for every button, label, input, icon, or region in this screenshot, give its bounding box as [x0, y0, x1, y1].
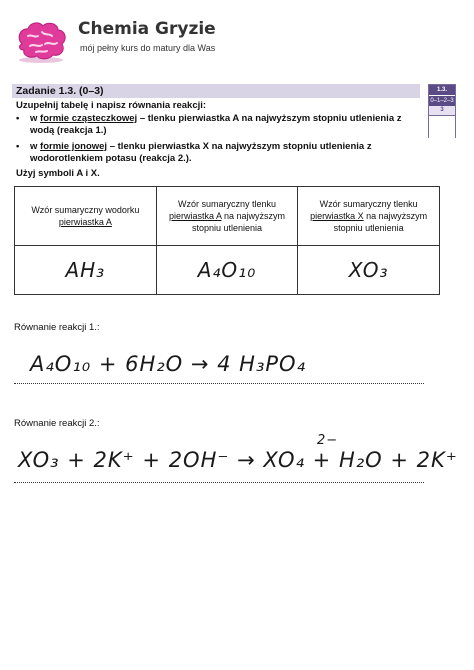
bullet-reaction-1: • w formie cząsteczkowej – tlenku pierwiastka A na najwyższym stopniu utlenienia z wodą (reakcja 1.)	[16, 113, 402, 136]
underlined-term: formie jonowej	[40, 141, 108, 152]
answer-table	[14, 186, 440, 295]
equation-2-line	[14, 482, 424, 483]
equation-2-charge: 2−	[317, 433, 339, 448]
equation-1-label: Równanie reakcji 1.:	[14, 322, 100, 333]
answer-cell-oxide-x[interactable]: XO₃	[298, 246, 440, 295]
brand-subtitle: mój pełny kurs do matury dla Was	[80, 43, 216, 53]
task-title: Zadanie 1.3. (0–3)	[16, 85, 104, 97]
equation-2-label: Równanie reakcji 2.:	[14, 418, 100, 429]
task-instruction: Uzupełnij tabelę i napisz równania reakcji:	[16, 100, 207, 111]
answer-cell-oxide-a[interactable]: A₄O₁₀	[156, 246, 298, 295]
score-input[interactable]	[429, 115, 455, 138]
equation-2-answer[interactable]: XO₃ + 2K⁺ + 2OH⁻ → XO₄ + H₂O + 2K⁺	[18, 448, 458, 472]
brand-title: Chemia Gryzie	[78, 19, 216, 39]
table-header-cell: Wzór sumaryczny tlenku pierwiastka A na najwyższym stopniu utlenienia	[156, 187, 298, 246]
equation-1-line	[14, 383, 424, 384]
score-max: 3	[429, 106, 455, 115]
bullet-reaction-2: • w formie jonowej – tlenku pierwiastka X na najwyższym stopniu utlenienia z wodorotlenkiem potasu (reakcja 2.).	[16, 141, 372, 164]
brain-logo-icon	[12, 20, 70, 64]
underlined-term: formie cząsteczkowej	[40, 113, 138, 124]
symbols-note: Użyj symboli A i X.	[16, 168, 100, 179]
bullet-dot: •	[16, 141, 20, 152]
table-header-cell: Wzór sumaryczny wodorku pierwiastka A	[15, 187, 157, 246]
score-task-number: 1.3.	[429, 85, 455, 95]
score-box	[428, 84, 456, 138]
answer-cell-hydride[interactable]: AH₃	[15, 246, 157, 295]
table-header-cell: Wzór sumaryczny tlenku pierwiastka X na najwyższym stopniu utlenienia	[298, 187, 440, 246]
score-scale: 0–1–2–3	[429, 95, 455, 106]
bullet-dot: •	[16, 113, 20, 124]
equation-1-answer[interactable]: A₄O₁₀ + 6H₂O → 4 H₃PO₄	[30, 352, 306, 376]
